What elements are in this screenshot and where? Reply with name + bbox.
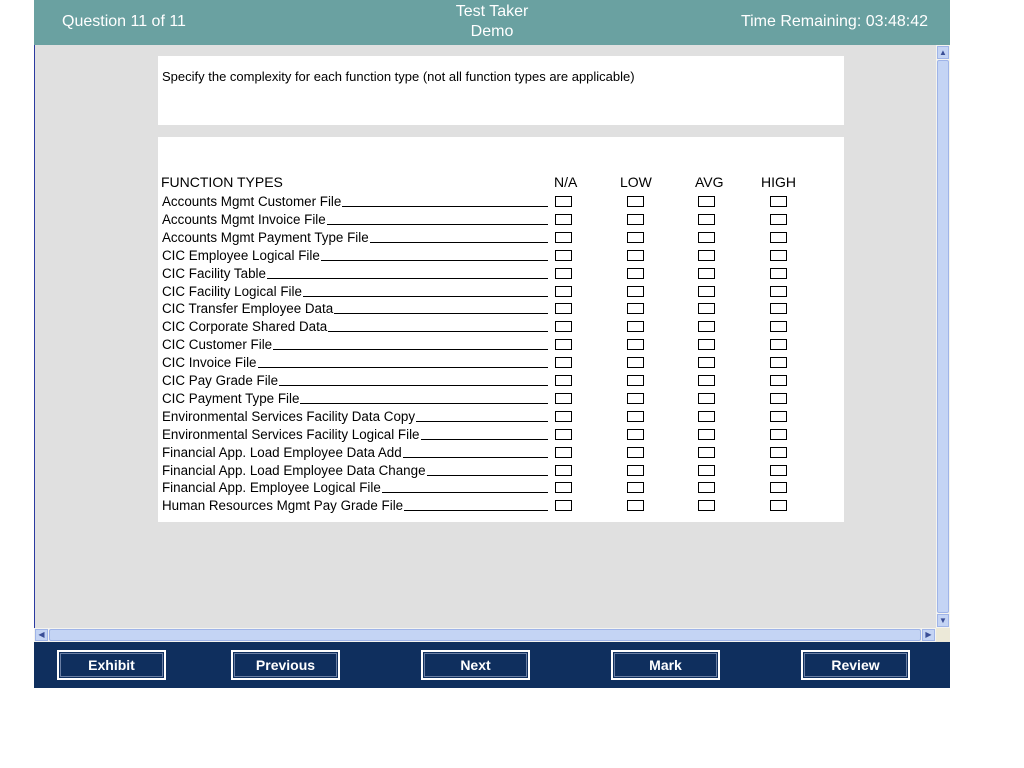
checkbox-high[interactable] xyxy=(770,214,787,225)
checkbox-low[interactable] xyxy=(627,339,644,350)
next-button[interactable] xyxy=(421,650,530,680)
checkbox-avg[interactable] xyxy=(698,375,715,386)
checkbox-high[interactable] xyxy=(770,357,787,368)
table-row xyxy=(158,426,844,444)
column-header-high: HIGH xyxy=(761,174,796,190)
checkbox-high[interactable] xyxy=(770,196,787,207)
function-type-label: Accounts Mgmt Invoice File xyxy=(162,211,326,227)
review-button-border xyxy=(804,653,907,677)
checkbox-high[interactable] xyxy=(770,268,787,279)
checkbox-avg[interactable] xyxy=(698,339,715,350)
review-button-label: Review xyxy=(831,657,880,673)
exam-window xyxy=(34,0,950,688)
function-type-label: Financial App. Load Employee Data Add xyxy=(162,444,402,460)
function-type-label: CIC Facility Table xyxy=(162,265,266,281)
function-type-label: Environmental Services Facility Data Copy xyxy=(162,408,416,424)
function-type-label: CIC Corporate Shared Data xyxy=(162,319,328,335)
checkbox-avg[interactable] xyxy=(698,411,715,422)
function-type-label: CIC Payment Type File xyxy=(162,390,300,406)
chevron-down-icon[interactable]: ▼ xyxy=(937,614,949,627)
checkbox-high[interactable] xyxy=(770,482,787,493)
checkbox-high[interactable] xyxy=(770,286,787,297)
checkbox-na[interactable] xyxy=(555,447,572,458)
function-type-label: Accounts Mgmt Payment Type File xyxy=(162,229,369,245)
mark-button-border xyxy=(614,653,717,677)
checkbox-avg[interactable] xyxy=(698,393,715,404)
column-header-low: LOW xyxy=(620,174,652,190)
checkbox-high[interactable] xyxy=(770,447,787,458)
checkbox-na[interactable] xyxy=(555,232,572,243)
review-button[interactable] xyxy=(801,650,910,680)
checkbox-high[interactable] xyxy=(770,232,787,243)
function-type-label: CIC Invoice File xyxy=(162,355,257,371)
checkbox-na[interactable] xyxy=(555,411,572,422)
checkbox-avg[interactable] xyxy=(698,250,715,261)
checkbox-low[interactable] xyxy=(627,465,644,476)
checkbox-low[interactable] xyxy=(627,411,644,422)
table-row xyxy=(158,265,844,283)
checkbox-na[interactable] xyxy=(555,250,572,261)
checkbox-low[interactable] xyxy=(627,303,644,314)
checkbox-high[interactable] xyxy=(770,465,787,476)
checkbox-high[interactable] xyxy=(770,393,787,404)
table-row xyxy=(158,462,844,480)
checkbox-low[interactable] xyxy=(627,214,644,225)
chevron-right-icon[interactable]: ▶ xyxy=(922,629,935,641)
function-type-label: CIC Customer File xyxy=(162,337,273,353)
checkbox-avg[interactable] xyxy=(698,482,715,493)
previous-button[interactable] xyxy=(231,650,340,680)
table-row xyxy=(158,479,844,497)
checkbox-na[interactable] xyxy=(555,268,572,279)
checkbox-na[interactable] xyxy=(555,214,572,225)
checkbox-na[interactable] xyxy=(555,339,572,350)
table-row xyxy=(158,318,844,336)
column-header-avg: AVG xyxy=(695,174,724,190)
function-type-label: Environmental Services Facility Logical File xyxy=(162,426,420,442)
checkbox-high[interactable] xyxy=(770,250,787,261)
checkbox-high[interactable] xyxy=(770,339,787,350)
checkbox-avg[interactable] xyxy=(698,232,715,243)
checkbox-avg[interactable] xyxy=(698,447,715,458)
checkbox-high[interactable] xyxy=(770,303,787,314)
checkbox-na[interactable] xyxy=(555,196,572,207)
exhibit-button[interactable] xyxy=(57,650,166,680)
scrollbar-corner xyxy=(936,628,950,642)
header-bar xyxy=(34,0,950,46)
checkbox-low[interactable] xyxy=(627,232,644,243)
next-button-label: Next xyxy=(460,657,491,673)
question-content-area xyxy=(34,45,937,628)
demo-subtitle: Demo xyxy=(470,23,514,40)
checkbox-na[interactable] xyxy=(555,321,572,332)
previous-button-border xyxy=(234,653,337,677)
exhibit-button-border xyxy=(60,653,163,677)
horizontal-scroll-thumb[interactable] xyxy=(49,629,921,641)
next-button-border xyxy=(424,653,527,677)
checkbox-na[interactable] xyxy=(555,500,572,511)
checkbox-avg[interactable] xyxy=(698,214,715,225)
checkbox-low[interactable] xyxy=(627,482,644,493)
table-row xyxy=(158,247,844,265)
chevron-left-icon[interactable]: ◀ xyxy=(35,629,48,641)
table-row xyxy=(158,444,844,462)
function-type-label: CIC Employee Logical File xyxy=(162,247,320,263)
checkbox-low[interactable] xyxy=(627,447,644,458)
checkbox-avg[interactable] xyxy=(698,357,715,368)
checkbox-na[interactable] xyxy=(555,429,572,440)
checkbox-avg[interactable] xyxy=(698,286,715,297)
table-row xyxy=(158,390,844,408)
checkbox-high[interactable] xyxy=(770,321,787,332)
checkbox-high[interactable] xyxy=(770,500,787,511)
mark-button[interactable] xyxy=(611,650,720,680)
previous-button-label: Previous xyxy=(255,657,316,673)
checkbox-avg[interactable] xyxy=(698,303,715,314)
table-row xyxy=(158,497,844,515)
function-type-label: CIC Transfer Employee Data xyxy=(162,301,334,317)
checkbox-na[interactable] xyxy=(555,303,572,314)
checkbox-low[interactable] xyxy=(627,250,644,261)
checkbox-na[interactable] xyxy=(555,465,572,476)
function-type-label: Accounts Mgmt Customer File xyxy=(162,194,342,209)
checkbox-na[interactable] xyxy=(555,482,572,493)
horizontal-scrollbar[interactable] xyxy=(34,628,936,642)
table-row xyxy=(158,283,844,301)
table-row xyxy=(158,354,844,372)
checkbox-avg[interactable] xyxy=(698,500,715,511)
table-row xyxy=(158,211,844,229)
checkbox-na[interactable] xyxy=(555,393,572,404)
function-type-label: Financial App. Load Employee Data Change xyxy=(162,462,426,478)
vertical-scrollbar[interactable] xyxy=(936,45,950,628)
checkbox-avg[interactable] xyxy=(698,268,715,279)
question-counter: Question 11 of 11 xyxy=(62,13,186,30)
checkbox-high[interactable] xyxy=(770,411,787,422)
function-type-label: CIC Pay Grade File xyxy=(162,373,279,388)
question-prompt: Specify the complexity for each function type (not all function types are applicable) xyxy=(162,69,635,84)
checkbox-avg[interactable] xyxy=(698,429,715,440)
checkbox-na[interactable] xyxy=(555,375,572,386)
checkbox-low[interactable] xyxy=(627,321,644,332)
checkbox-low[interactable] xyxy=(627,429,644,440)
checkbox-avg[interactable] xyxy=(698,321,715,332)
checkbox-na[interactable] xyxy=(555,286,572,297)
table-row xyxy=(158,408,844,426)
checkbox-low[interactable] xyxy=(627,393,644,404)
time-remaining: Time Remaining: 03:48:42 xyxy=(740,13,928,30)
vertical-scroll-thumb[interactable] xyxy=(937,60,949,613)
chevron-up-icon[interactable]: ▲ xyxy=(937,46,949,59)
table-row xyxy=(158,300,844,318)
checkbox-avg[interactable] xyxy=(698,196,715,207)
function-types-table xyxy=(158,137,844,522)
function-type-label: CIC Facility Logical File xyxy=(162,283,302,299)
checkbox-high[interactable] xyxy=(770,429,787,440)
checkbox-low[interactable] xyxy=(627,375,644,386)
function-type-label: Human Resources Mgmt Pay Grade File xyxy=(162,498,404,514)
question-panel xyxy=(158,56,844,125)
table-row xyxy=(158,229,844,247)
function-type-label: Financial App. Employee Logical File xyxy=(162,480,381,496)
checkbox-low[interactable] xyxy=(627,286,644,297)
table-row xyxy=(158,336,844,354)
checkbox-avg[interactable] xyxy=(698,465,715,476)
checkbox-low[interactable] xyxy=(627,357,644,368)
mark-button-label: Mark xyxy=(649,657,682,673)
checkbox-low[interactable] xyxy=(627,196,644,207)
checkbox-low[interactable] xyxy=(627,268,644,279)
checkbox-high[interactable] xyxy=(770,375,787,386)
footer-nav-bar xyxy=(34,642,950,688)
table-row xyxy=(158,372,844,390)
checkbox-na[interactable] xyxy=(555,357,572,368)
test-taker-title: Test Taker xyxy=(455,3,529,20)
function-types-header: FUNCTION TYPES xyxy=(161,174,283,190)
checkbox-low[interactable] xyxy=(627,500,644,511)
table-row xyxy=(158,193,844,211)
column-header-na: N/A xyxy=(554,174,578,190)
exhibit-button-label: Exhibit xyxy=(88,657,135,673)
